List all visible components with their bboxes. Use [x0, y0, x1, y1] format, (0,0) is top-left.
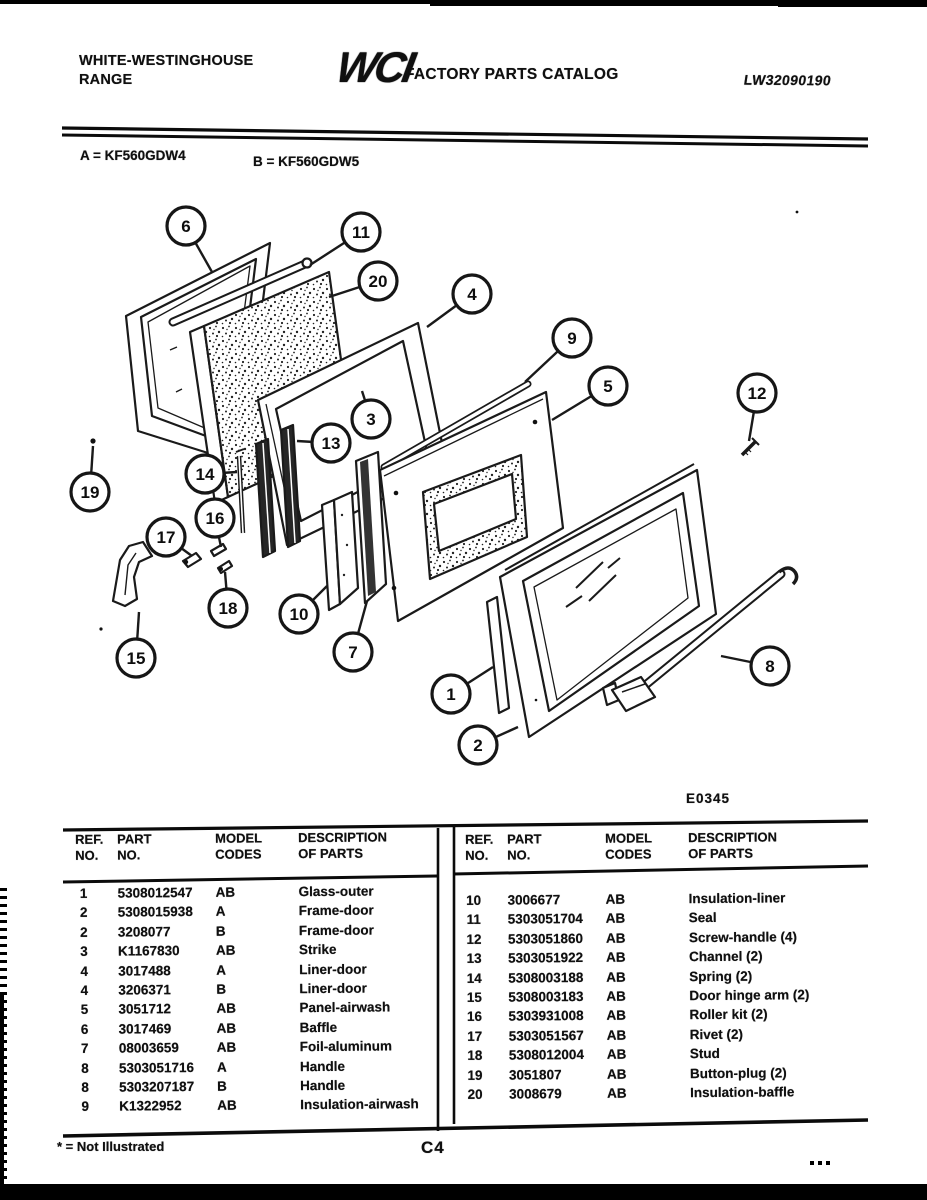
cell-codes: AB — [216, 1020, 237, 1036]
callout-number-2: 2 — [473, 736, 483, 755]
exploded-door-diagram — [0, 180, 927, 830]
cell-ref: 5 — [80, 1002, 89, 1018]
callout-number-14: 14 — [195, 465, 215, 484]
callout-number-9: 9 — [567, 329, 577, 348]
cell-part: 5303051716 — [118, 1059, 195, 1076]
cell-codes: A — [216, 1059, 227, 1075]
cell-ref: 8 — [81, 1060, 89, 1076]
cell-part: 3017488 — [118, 962, 171, 979]
callout-number-5: 5 — [603, 377, 613, 396]
cell-ref: 13 — [466, 950, 482, 967]
cell-ref: 15 — [466, 989, 482, 1005]
callout-number-20: 20 — [368, 272, 388, 291]
cell-part: 5308003188 — [508, 969, 584, 986]
cell-desc: Handle — [299, 1058, 345, 1074]
brand-product-line: RANGE — [79, 72, 133, 88]
cell-part: 3008679 — [509, 1086, 562, 1102]
cell-codes: AB — [606, 1066, 627, 1082]
column-header-codes: MODEL CODES — [215, 830, 263, 862]
part-screw — [742, 438, 759, 455]
column-header-codes: MODEL CODES — [605, 830, 653, 862]
cell-desc: Baffle — [299, 1019, 338, 1035]
callout-number-11: 11 — [352, 223, 370, 242]
table-row — [65, 1019, 439, 1041]
table-row — [65, 1038, 439, 1060]
cell-ref: 12 — [466, 931, 482, 947]
cell-ref: 10 — [466, 892, 482, 908]
cell-desc: Seal — [688, 910, 717, 926]
cell-desc: Button-plug (2) — [689, 1064, 787, 1081]
cell-part: 5303051704 — [507, 911, 583, 927]
cell-codes: A — [215, 904, 226, 920]
callout-number-10: 10 — [289, 605, 309, 624]
cell-codes: AB — [605, 911, 626, 927]
column-header-part: PART NO. — [507, 831, 542, 863]
cell-ref: 4 — [80, 982, 89, 998]
callout-number-1: 1 — [446, 685, 456, 704]
callout-number-7: 7 — [348, 643, 358, 662]
table-row — [64, 999, 438, 1021]
cell-desc: Liner-door — [299, 961, 367, 977]
cell-desc: Insulation-airwash — [300, 1096, 419, 1113]
cell-ref: 17 — [467, 1028, 483, 1044]
publication-number: LW32090190 — [742, 71, 833, 89]
cell-part: 5303207187 — [119, 1078, 195, 1095]
cell-codes: AB — [606, 969, 626, 985]
callout-number-19: 19 — [80, 483, 100, 502]
cell-ref: 20 — [467, 1086, 483, 1102]
cell-desc: Insulation-liner — [688, 890, 786, 907]
cell-part: 5308012547 — [117, 884, 193, 901]
part-roller — [211, 544, 226, 556]
cell-ref: 6 — [80, 1021, 89, 1037]
cell-desc: Screw-handle (4) — [688, 929, 798, 945]
callout-number-15: 15 — [126, 649, 146, 668]
cell-desc: Door hinge arm (2) — [689, 987, 810, 1004]
cell-codes: AB — [607, 1085, 627, 1101]
column-header-part: PART NO. — [117, 831, 152, 863]
callout-number-3: 3 — [366, 410, 376, 429]
cell-codes: AB — [606, 949, 626, 965]
wci-logo: WCI — [332, 44, 416, 92]
callout-number-8: 8 — [765, 657, 775, 676]
cell-ref: 4 — [80, 963, 88, 979]
table-row — [64, 980, 438, 1002]
cell-codes: AB — [216, 1001, 237, 1017]
cell-part: 3006677 — [507, 892, 561, 908]
cell-desc: Glass-outer — [298, 883, 374, 900]
page-number: C4 — [421, 1138, 445, 1157]
cell-desc: Strike — [298, 942, 337, 958]
cell-codes: AB — [606, 988, 626, 1004]
callout-number-6: 6 — [181, 217, 191, 236]
table-row — [65, 1096, 439, 1118]
catalog-title: FACTORY PARTS CATALOG — [405, 66, 619, 83]
callout-number-18: 18 — [218, 599, 238, 618]
parts-table-right — [453, 819, 871, 1138]
cell-desc: Liner-door — [299, 980, 367, 997]
cell-desc: Insulation-baffle — [690, 1084, 795, 1101]
cell-codes: AB — [215, 884, 236, 900]
cell-desc: Panel-airwash — [299, 999, 391, 1016]
cell-codes: AB — [605, 891, 626, 907]
part-button-plug — [90, 438, 95, 443]
cell-part: 5303051567 — [508, 1027, 584, 1044]
cell-part: 08003659 — [118, 1040, 179, 1056]
callout-number-13: 13 — [321, 434, 341, 453]
cell-codes: AB — [606, 1046, 627, 1062]
cell-part: K1322952 — [119, 1098, 182, 1114]
cell-ref: 19 — [467, 1067, 483, 1083]
cell-desc: Spring (2) — [689, 968, 753, 984]
cell-part: 5303051922 — [508, 950, 584, 966]
part-stud — [218, 561, 232, 573]
cell-part: 5303931008 — [508, 1008, 584, 1024]
cell-desc: Rivet (2) — [689, 1026, 743, 1042]
callout-number-12: 12 — [747, 384, 767, 403]
table-row — [65, 1058, 439, 1080]
cell-desc: Handle — [300, 1077, 346, 1094]
table-row — [64, 922, 438, 944]
cell-codes: AB — [215, 942, 236, 958]
cell-desc: Frame-door — [298, 922, 374, 938]
cell-codes: AB — [216, 1039, 237, 1055]
cell-part: 5308003183 — [508, 988, 584, 1005]
cell-desc: Stud — [689, 1046, 720, 1062]
cell-desc: Foil-aluminum — [299, 1038, 393, 1055]
cell-ref: 2 — [79, 905, 88, 921]
cell-codes: B — [215, 923, 226, 939]
part-insulation-liner — [322, 492, 358, 610]
cell-ref: 11 — [466, 912, 481, 928]
cell-ref: 9 — [81, 1099, 90, 1115]
parts-table-left — [63, 819, 439, 1138]
footnote: * = Not Illustrated — [57, 1139, 165, 1154]
cell-codes: AB — [217, 1098, 237, 1114]
table-row — [64, 941, 438, 963]
column-header-ref: REF. NO. — [465, 831, 494, 863]
part-hinge-arm — [113, 542, 152, 606]
cell-part: 5308015938 — [117, 904, 193, 920]
cell-ref: 2 — [80, 924, 88, 940]
table-row — [65, 1077, 439, 1099]
cell-part: 3017469 — [118, 1020, 172, 1037]
column-header-desc: DESCRIPTION OF PARTS — [298, 829, 388, 861]
cell-codes: AB — [605, 930, 626, 946]
cell-part: 5303051860 — [507, 930, 584, 947]
cell-codes: AB — [606, 1027, 627, 1043]
cell-ref: 18 — [467, 1047, 483, 1064]
table-row — [64, 961, 438, 983]
cell-codes: B — [216, 981, 227, 997]
cell-part: 3051712 — [118, 1001, 172, 1017]
brand-name: WHITE-WESTINGHOUSE — [79, 53, 254, 69]
cell-part: K1167830 — [117, 943, 180, 959]
column-header-ref: REF. NO. — [75, 831, 104, 863]
cell-ref: 7 — [80, 1040, 89, 1057]
cell-part: 3051807 — [508, 1066, 562, 1083]
cell-ref: 3 — [80, 943, 88, 960]
callout-number-16: 16 — [205, 509, 225, 528]
cell-codes: B — [217, 1078, 227, 1094]
diagram-code: E0345 — [686, 791, 731, 806]
callout-number-17: 17 — [156, 528, 176, 547]
cell-desc: Frame-door — [298, 902, 374, 919]
table-row — [455, 1084, 871, 1106]
model-b-label: B = KF560GDW5 — [253, 154, 360, 169]
cell-codes: A — [216, 962, 226, 978]
cell-part: 3206371 — [118, 982, 171, 998]
table-row — [64, 902, 438, 924]
callout-number-4: 4 — [467, 285, 477, 304]
model-a-label: A = KF560GDW4 — [80, 148, 186, 163]
cell-ref: 8 — [81, 1079, 89, 1095]
cell-desc: Channel (2) — [689, 948, 763, 965]
cell-desc: Roller kit (2) — [689, 1006, 768, 1023]
cell-part: 5308012004 — [508, 1047, 584, 1063]
cell-codes: AB — [606, 1008, 627, 1024]
column-header-desc: DESCRIPTION OF PARTS — [688, 829, 778, 861]
table-row — [64, 883, 438, 905]
cell-ref: 1 — [79, 885, 88, 901]
cell-ref: 16 — [466, 1009, 483, 1025]
cell-ref: 14 — [466, 970, 482, 986]
cell-part: 3208077 — [117, 923, 171, 940]
